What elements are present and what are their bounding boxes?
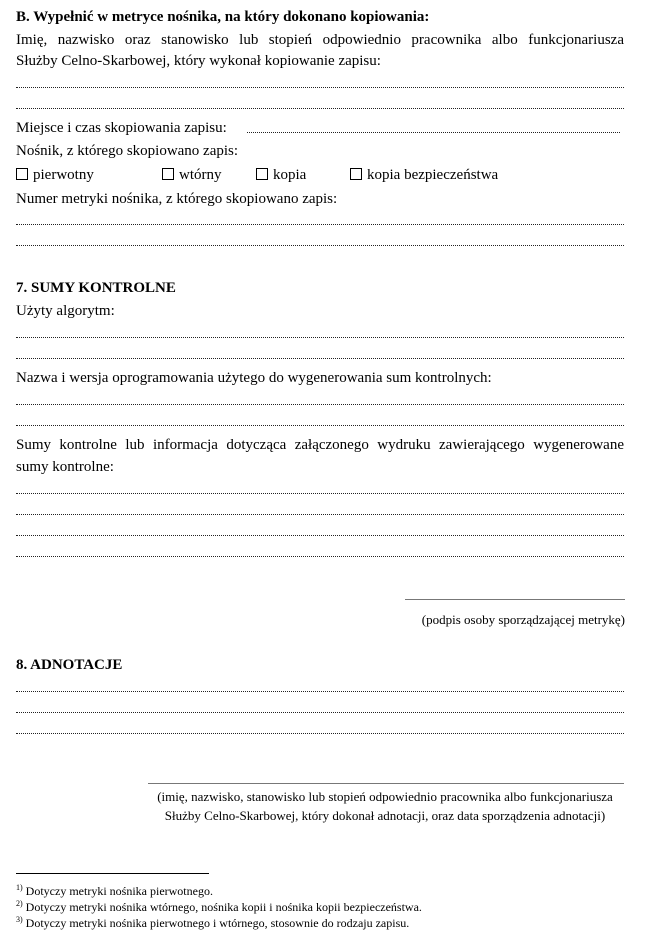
section-b-heading: B. Wypełnić w metryce nośnika, na który dokonano kopiowania: (16, 9, 430, 25)
annotation-field-1[interactable] (16, 691, 624, 692)
footnote-text: Dotyczy metryki nośnika wtórnego, nośnika kopii i nośnika kopii bezpieczeństwa. (25, 900, 422, 914)
source-metric-number-field-1[interactable] (16, 224, 624, 225)
algorithm-field-1[interactable] (16, 337, 624, 338)
checkbox-square-icon (256, 168, 268, 180)
checksums-label-line2: sumy kontrolne: (16, 459, 114, 475)
checkbox-square-icon (350, 168, 362, 180)
source-media-label: Nośnik, z którego skopiowano zapis: (16, 143, 239, 159)
footnote-mark: 2) (16, 899, 23, 908)
annotation-caption-line2: Służby Celno-Skarbowej, który dokonał adnotacji, oraz data sporządzenia adnotacji) (164, 808, 606, 823)
checkbox-kopia-bezpieczenstwa[interactable] (350, 166, 498, 184)
employee-field-line-2[interactable] (16, 108, 624, 109)
footnote-separator (16, 873, 209, 874)
source-metric-number-label: Numer metryki nośnika, z którego skopiowano zapis: (16, 191, 338, 207)
employee-label-line2: Służby Celno-Skarbowej, który wykonał kopiowanie zapisu: (16, 53, 381, 69)
checksums-field-1[interactable] (16, 493, 624, 494)
annotation-field-2[interactable] (16, 712, 624, 713)
annotation-field-3[interactable] (16, 733, 624, 734)
algorithm-field-2[interactable] (16, 358, 624, 359)
checkbox-square-icon (162, 168, 174, 180)
footnote-text: Dotyczy metryki nośnika pierwotnego. (25, 884, 213, 898)
footnote-mark: 1) (16, 883, 23, 892)
algorithm-label: Użyty algorytm: (16, 303, 115, 319)
footnote-text: Dotyczy metryki nośnika pierwotnego i wtórnego, stosownie do rodzaju zapisu. (25, 916, 410, 930)
checksums-field-2[interactable] (16, 514, 624, 515)
footnote-3 (16, 913, 409, 930)
checkbox-label: wtórny (179, 167, 222, 183)
software-label: Nazwa i wersja oprogramowania użytego do wygenerowania sum kontrolnych: (16, 370, 492, 386)
checkbox-label: kopia (273, 167, 307, 183)
place-time-field[interactable] (247, 132, 620, 133)
checksums-field-4[interactable] (16, 556, 624, 557)
checksums-label-line1: Sumy kontrolne lub informacja dotycząca załączonego wydruku zawierającego wygenerowane (16, 437, 624, 453)
employee-label-line1: Imię, nazwisko oraz stanowisko lub stopień odpowiednio pracownika albo funkcjonariusza (16, 32, 624, 48)
annotation-caption-line1: (imię, nazwisko, stanowisko lub stopień odpowiednio pracownika albo funkcjonariusza (157, 789, 613, 804)
software-field-2[interactable] (16, 425, 624, 426)
metric-signature-line[interactable] (405, 599, 625, 600)
footnote-1 (16, 881, 213, 898)
footnote-mark: 3) (16, 915, 23, 924)
checkbox-label: kopia bezpieczeństwa (367, 167, 499, 183)
annotation-signature-line[interactable] (148, 783, 624, 784)
source-metric-number-field-2[interactable] (16, 245, 624, 246)
checkbox-label: pierwotny (33, 167, 94, 183)
metric-signature-caption: (podpis osoby sporządzającej metrykę) (421, 612, 625, 627)
section-7-heading: 7. SUMY KONTROLNE (16, 280, 176, 296)
employee-field-line-1[interactable] (16, 87, 624, 88)
checkbox-pierwotny[interactable] (16, 166, 94, 184)
place-time-label: Miejsce i czas skopiowania zapisu: (16, 120, 227, 136)
checkbox-wtorny[interactable] (162, 166, 222, 184)
checkbox-square-icon (16, 168, 28, 180)
checkbox-kopia[interactable] (256, 166, 306, 184)
footnote-2 (16, 897, 422, 914)
checksums-field-3[interactable] (16, 535, 624, 536)
software-field-1[interactable] (16, 404, 624, 405)
section-8-heading: 8. ADNOTACJE (16, 657, 123, 673)
